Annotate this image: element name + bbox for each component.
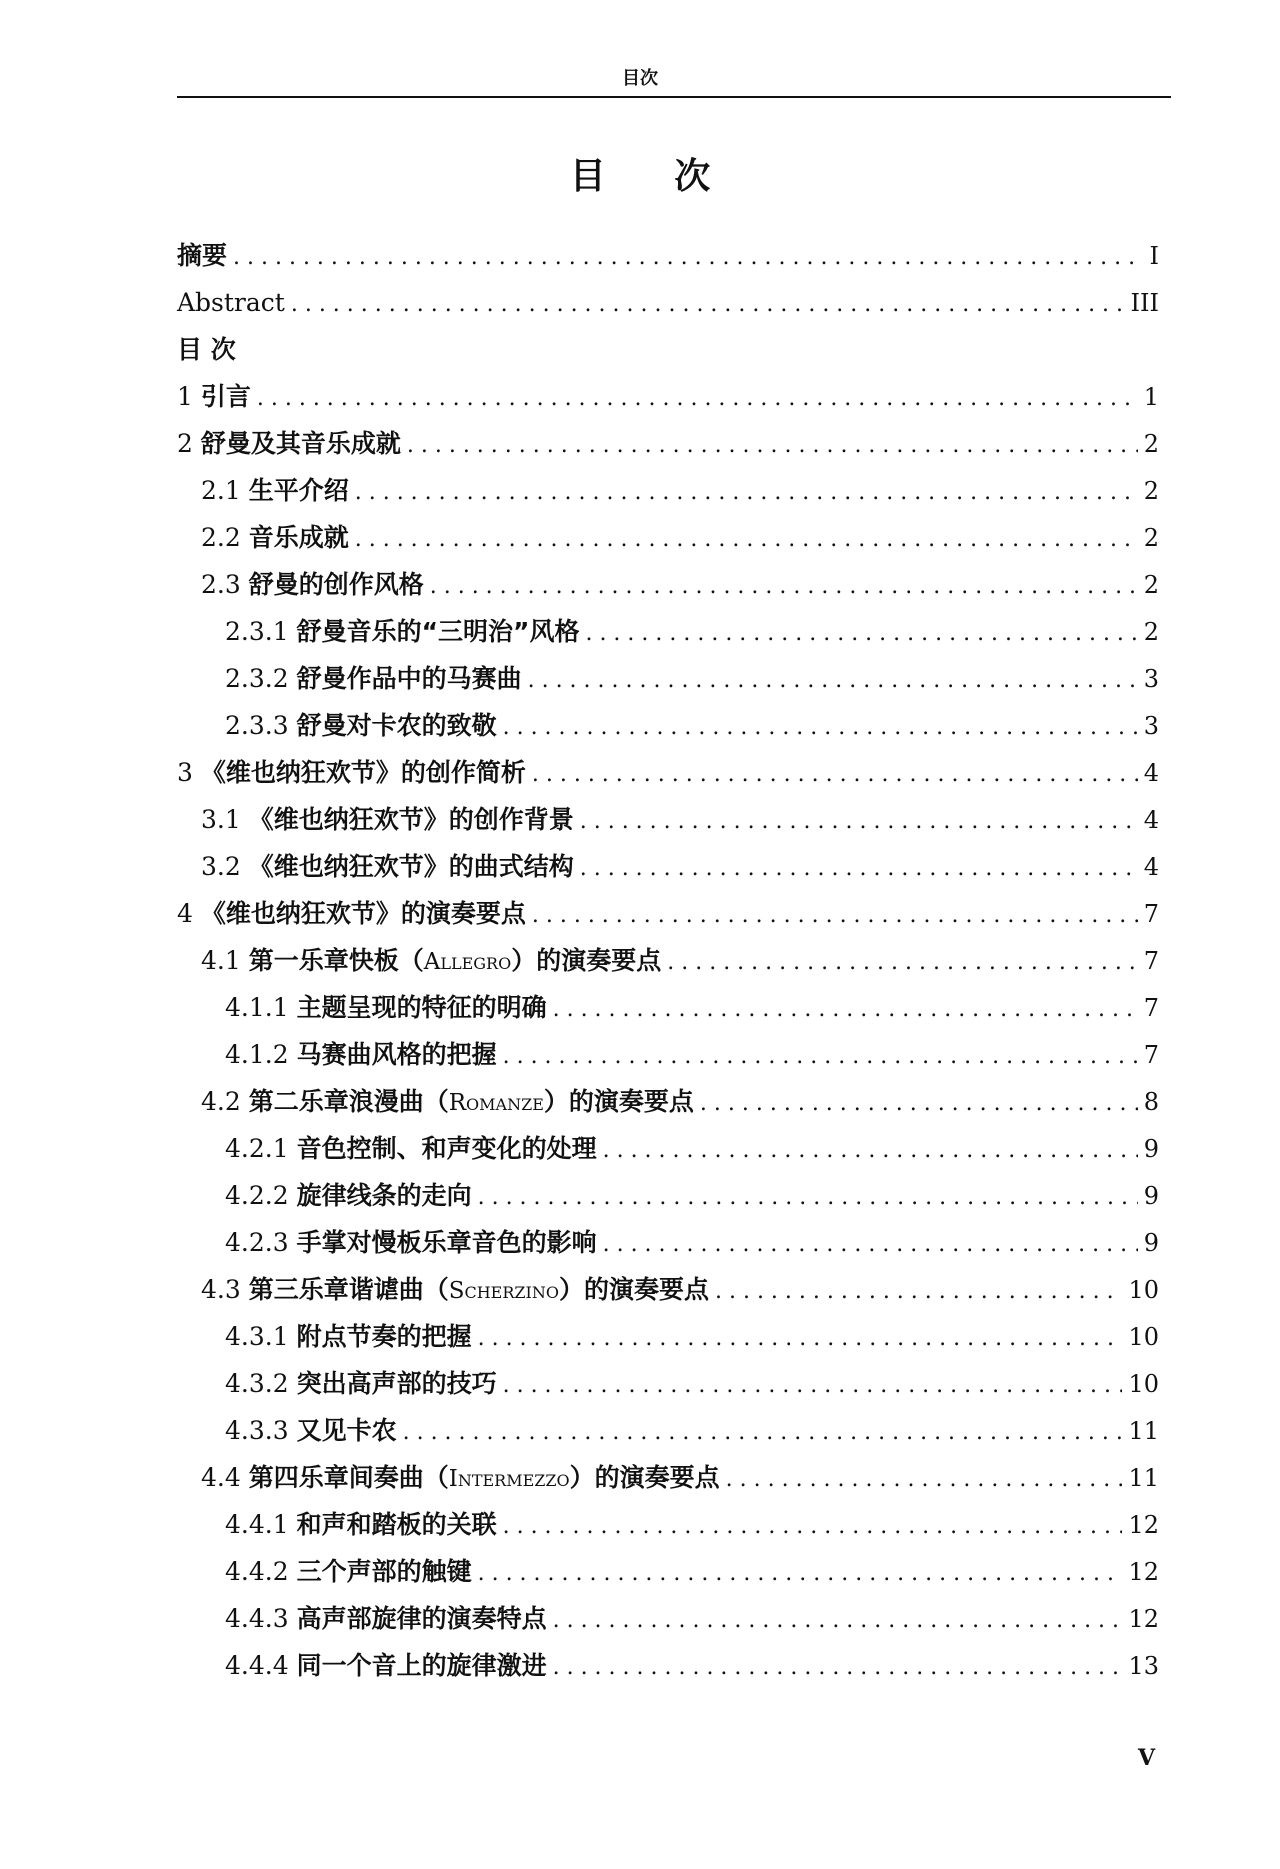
toc-entry-page: 12	[1128, 1558, 1159, 1586]
toc-entry-latin-term: Intermezzo	[448, 1466, 570, 1492]
toc-entry-number: 4.1	[201, 946, 241, 975]
toc-entry-label	[201, 796, 574, 843]
toc-entry-page: 7	[1143, 994, 1159, 1022]
toc-entry-number: 4.1.1	[225, 993, 289, 1022]
toc-entry[interactable]	[177, 1219, 1159, 1266]
toc-entry-page: 3	[1143, 665, 1159, 693]
toc-entry-page: 9	[1143, 1182, 1159, 1210]
toc-entry[interactable]	[177, 1548, 1159, 1595]
toc-entry-number: 2.3	[201, 570, 241, 599]
toc-entry-title: 舒曼作品中的马赛曲	[296, 664, 522, 693]
toc-leader-dots	[355, 516, 1138, 563]
toc-leader-dots	[553, 986, 1138, 1033]
header-rule	[177, 96, 1171, 98]
toc-leader-dots	[580, 798, 1138, 845]
toc-leader-dots	[715, 1268, 1122, 1315]
toc-entry-title: 舒曼音乐的“三明治”风格	[296, 617, 580, 646]
toc-entry-number: 4.2.3	[225, 1228, 289, 1257]
toc-entry-page: 11	[1128, 1464, 1159, 1492]
toc-entry-title: 目 次	[177, 335, 236, 364]
toc-entry-number: 3	[177, 758, 193, 787]
toc-entry-latin-term: Allegro	[423, 949, 512, 975]
toc-entry-title: 同一个音上的旋律激进	[296, 1651, 547, 1680]
toc-entry-number: 4.3	[201, 1275, 241, 1304]
toc-entry[interactable]	[177, 655, 1159, 702]
toc-leader-dots	[503, 704, 1138, 751]
toc-entry-label	[201, 561, 424, 608]
toc-entry-page: 7	[1143, 900, 1159, 928]
toc-leader-dots	[503, 1503, 1123, 1550]
toc-entry[interactable]	[177, 843, 1159, 890]
toc-entry-number: 4.1.2	[225, 1040, 289, 1069]
toc-entry-title: 手掌对慢板乐章音色的影响	[296, 1228, 597, 1257]
toc-leader-dots	[553, 1597, 1123, 1644]
toc-entry[interactable]	[177, 467, 1159, 514]
toc-entry-number: 1	[177, 382, 193, 411]
toc-entry[interactable]	[177, 796, 1159, 843]
toc-leader-dots	[667, 939, 1137, 986]
toc-entry-label	[201, 937, 661, 986]
toc-entry[interactable]	[177, 608, 1159, 655]
toc-entry-number: 4.4.2	[225, 1557, 289, 1586]
table-of-contents	[177, 232, 1159, 1689]
toc-entry-number: 4.4	[201, 1463, 241, 1492]
toc-entry[interactable]	[177, 937, 1159, 984]
toc-entry[interactable]	[177, 1078, 1159, 1125]
toc-entry-title: 又见卡农	[296, 1416, 397, 1445]
toc-entry-title: Abstract	[177, 288, 285, 317]
toc-entry-title: 三个声部的触键	[296, 1557, 472, 1586]
toc-entry-page: 2	[1143, 571, 1159, 599]
toc-entry-title: 第四乐章间奏曲（	[248, 1463, 449, 1492]
toc-entry-number: 2.3.3	[225, 711, 289, 740]
toc-entry-page: 1	[1143, 383, 1159, 411]
toc-entry-title: 突出高声部的技巧	[296, 1369, 497, 1398]
toc-entry-title: 《维也纳狂欢节》的曲式结构	[248, 852, 574, 881]
toc-entry[interactable]	[177, 1454, 1159, 1501]
toc-entry-page: 7	[1143, 947, 1159, 975]
toc-entry-number: 4.4.1	[225, 1510, 289, 1539]
toc-entry-title: 《维也纳狂欢节》的演奏要点	[200, 899, 526, 928]
toc-entry-page: 2	[1143, 618, 1159, 646]
toc-leader-dots	[553, 1644, 1123, 1691]
toc-entry-title: 第一乐章快板（	[248, 946, 424, 975]
toc-entry-title: 舒曼对卡农的致敬	[296, 711, 497, 740]
toc-entry[interactable]	[177, 1313, 1159, 1360]
toc-entry-number: 4.3.2	[225, 1369, 289, 1398]
toc-entry[interactable]	[177, 1407, 1159, 1454]
toc-entry-title-suffix: ）的演奏要点	[569, 1463, 720, 1492]
toc-entry-page: 10	[1128, 1370, 1159, 1398]
toc-leader-dots	[257, 375, 1138, 422]
toc-entry-page: 13	[1128, 1652, 1159, 1680]
toc-entry-number: 4.3.3	[225, 1416, 289, 1445]
toc-entry[interactable]	[177, 232, 1159, 279]
toc-entry-page: 4	[1143, 759, 1159, 787]
toc-entry[interactable]	[177, 561, 1159, 608]
toc-entry[interactable]	[177, 326, 1159, 373]
toc-entry-title: 附点节奏的把握	[296, 1322, 472, 1351]
toc-entry-label	[177, 749, 526, 796]
toc-entry-label	[225, 1501, 497, 1548]
toc-entry-number: 2.1	[201, 476, 241, 505]
toc-leader-dots	[403, 1409, 1123, 1456]
toc-entry-page: III	[1130, 289, 1159, 317]
toc-entry-label	[201, 1078, 694, 1127]
toc-entry-number: 3.2	[201, 852, 241, 881]
toc-entry-label	[225, 1219, 597, 1266]
toc-entry-title: 舒曼及其音乐成就	[200, 429, 401, 458]
toc-entry-title: 舒曼的创作风格	[248, 570, 424, 599]
toc-entry-label	[201, 1454, 720, 1503]
toc-entry-number: 3.1	[201, 805, 241, 834]
toc-entry-label	[225, 1031, 497, 1078]
toc-entry-label	[225, 984, 547, 1031]
toc-leader-dots	[503, 1362, 1123, 1409]
toc-entry-title-suffix: ）的演奏要点	[543, 1087, 694, 1116]
toc-entry-title: 和声和踏板的关联	[296, 1510, 497, 1539]
toc-entry-label	[201, 514, 349, 561]
toc-entry[interactable]	[177, 420, 1159, 467]
toc-entry-title: 第二乐章浪漫曲（	[248, 1087, 449, 1116]
toc-entry-number: 4.3.1	[225, 1322, 289, 1351]
toc-entry-label	[225, 1360, 497, 1407]
toc-entry-page: 2	[1143, 477, 1159, 505]
toc-entry-page: 12	[1128, 1605, 1159, 1633]
toc-leader-dots	[585, 610, 1137, 657]
toc-entry-page: 2	[1143, 430, 1159, 458]
toc-entry-label	[177, 420, 401, 467]
toc-entry-title: 旋律线条的走向	[296, 1181, 472, 1210]
toc-leader-dots	[503, 1033, 1138, 1080]
toc-entry-number: 2	[177, 429, 193, 458]
toc-leader-dots	[478, 1315, 1123, 1362]
toc-leader-dots	[580, 845, 1138, 892]
toc-entry-label	[225, 1407, 397, 1454]
toc-entry-label	[225, 1548, 472, 1595]
toc-entry[interactable]	[177, 702, 1159, 749]
toc-leader-dots	[603, 1127, 1138, 1174]
page-title: 目 次	[569, 156, 739, 197]
toc-entry-number: 4.4.4	[225, 1651, 289, 1680]
toc-leader-dots	[528, 657, 1138, 704]
toc-entry-number: 4.2.2	[225, 1181, 289, 1210]
toc-entry-latin-term: Scherzino	[448, 1278, 559, 1304]
toc-entry-page: 7	[1143, 1041, 1159, 1069]
toc-leader-dots	[478, 1174, 1138, 1221]
toc-entry-page: 2	[1143, 524, 1159, 552]
toc-entry[interactable]	[177, 373, 1159, 420]
toc-entry-label	[225, 1642, 547, 1689]
toc-entry-number: 2.3.2	[225, 664, 289, 693]
toc-entry[interactable]	[177, 1125, 1159, 1172]
toc-entry[interactable]	[177, 1031, 1159, 1078]
toc-entry-number: 4.4.3	[225, 1604, 289, 1633]
toc-entry-title: 音色控制、和声变化的处理	[296, 1134, 597, 1163]
toc-leader-dots	[430, 563, 1138, 610]
toc-leader-dots	[532, 892, 1138, 939]
toc-entry-label	[177, 232, 227, 279]
toc-entry-label	[177, 279, 285, 326]
toc-entry[interactable]	[177, 1595, 1159, 1642]
toc-entry-label	[201, 467, 349, 514]
toc-entry-title: 高声部旋律的演奏特点	[296, 1604, 547, 1633]
toc-entry[interactable]	[177, 1172, 1159, 1219]
toc-entry-page: 9	[1143, 1229, 1159, 1257]
toc-entry[interactable]	[177, 1642, 1159, 1689]
toc-entry-title: 《维也纳狂欢节》的创作简析	[200, 758, 526, 787]
toc-entry-number: 4.2	[201, 1087, 241, 1116]
toc-entry-number: 4.2.1	[225, 1134, 289, 1163]
toc-leader-dots	[291, 281, 1125, 328]
toc-entry-number: 2.2	[201, 523, 241, 552]
toc-entry-label	[225, 608, 579, 655]
toc-entry-number: 4	[177, 899, 193, 928]
toc-entry[interactable]	[177, 1501, 1159, 1548]
toc-entry[interactable]	[177, 1266, 1159, 1313]
toc-entry-title: 第三乐章谐谑曲（	[248, 1275, 449, 1304]
toc-entry[interactable]	[177, 279, 1159, 326]
toc-entry-title: 音乐成就	[248, 523, 349, 552]
toc-entry-label	[177, 326, 236, 373]
toc-leader-dots	[603, 1221, 1138, 1268]
toc-leader-dots	[478, 1550, 1123, 1597]
toc-entry-title-suffix: ）的演奏要点	[511, 946, 662, 975]
toc-entry-page: 10	[1128, 1276, 1159, 1304]
toc-entry-label	[201, 1266, 709, 1315]
toc-entry-title: 引言	[200, 382, 251, 411]
toc-entry[interactable]	[177, 890, 1159, 937]
running-header: 目次	[622, 68, 658, 89]
toc-entry-page: 11	[1128, 1417, 1159, 1445]
toc-leader-dots	[532, 751, 1138, 798]
toc-entry-label	[177, 373, 251, 420]
page-number: V	[1138, 1745, 1156, 1771]
toc-leader-dots	[726, 1456, 1123, 1503]
toc-entry[interactable]	[177, 514, 1159, 561]
toc-entry-label	[177, 890, 526, 937]
toc-leader-dots	[700, 1080, 1138, 1127]
toc-entry-title-suffix: ）的演奏要点	[558, 1275, 709, 1304]
toc-entry-label	[201, 843, 574, 890]
toc-entry-title: 马赛曲风格的把握	[296, 1040, 497, 1069]
toc-entry-title: 摘要	[177, 241, 228, 270]
toc-entry-title: 生平介绍	[248, 476, 349, 505]
toc-entry-title: 《维也纳狂欢节》的创作背景	[248, 805, 574, 834]
toc-entry-page: I	[1149, 242, 1159, 270]
toc-entry-page: 12	[1128, 1511, 1159, 1539]
toc-entry-label	[225, 1595, 547, 1642]
toc-entry-page: 4	[1143, 806, 1159, 834]
toc-entry-latin-term: Romanze	[448, 1090, 544, 1116]
toc-entry-number: 2.3.1	[225, 617, 289, 646]
toc-entry-page: 10	[1128, 1323, 1159, 1351]
toc-leader-dots	[233, 234, 1139, 281]
toc-entry[interactable]	[177, 1360, 1159, 1407]
toc-entry-page: 9	[1143, 1135, 1159, 1163]
toc-entry[interactable]	[177, 984, 1159, 1031]
toc-entry-label	[225, 1125, 597, 1172]
toc-entry-page: 8	[1143, 1088, 1159, 1116]
toc-entry-title: 主题呈现的特征的明确	[296, 993, 547, 1022]
toc-entry-label	[225, 655, 522, 702]
toc-entry-label	[225, 1172, 472, 1219]
toc-entry-label	[225, 1313, 472, 1360]
toc-leader-dots	[407, 422, 1138, 469]
toc-entry-page: 4	[1143, 853, 1159, 881]
toc-entry[interactable]	[177, 749, 1159, 796]
toc-entry-page: 3	[1143, 712, 1159, 740]
toc-leader-dots	[355, 469, 1138, 516]
toc-entry-label	[225, 702, 497, 749]
